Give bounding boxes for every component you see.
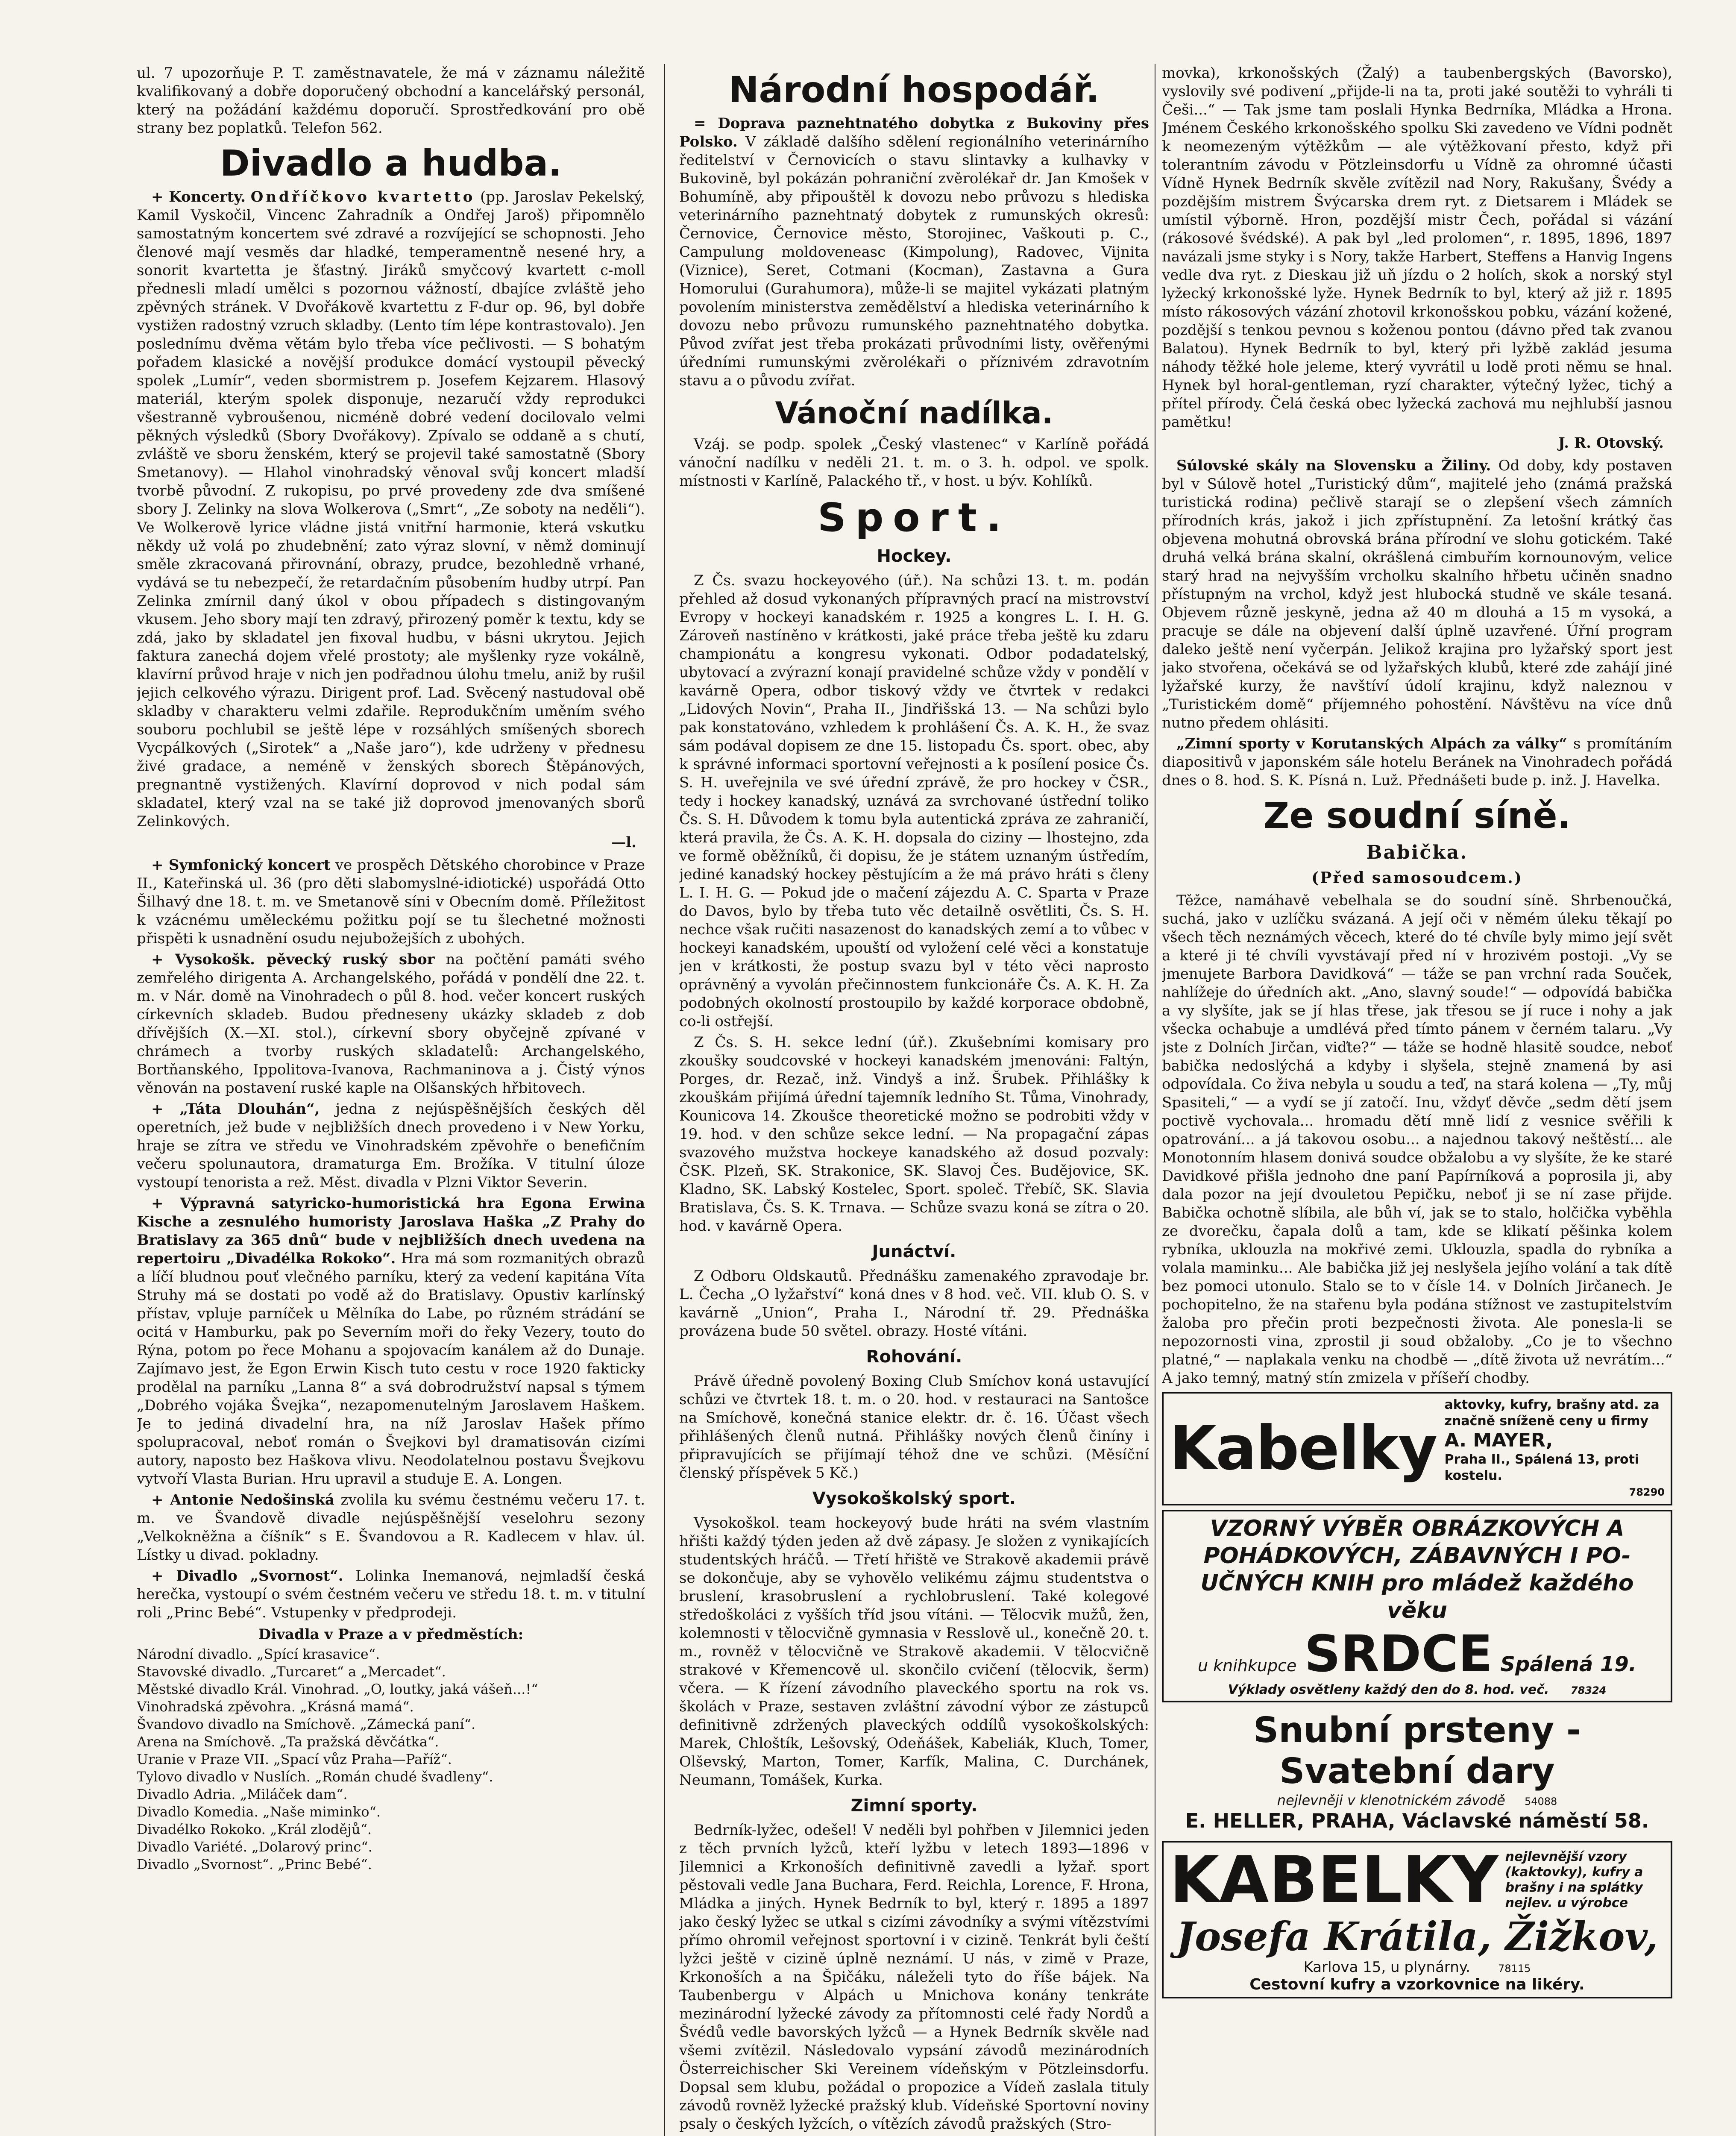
program-row: Divadélko Rokoko. „Král zlodějů“. [137,1821,372,1837]
ad-firm: E. HELLER, PRAHA, Václavské náměstí 58. [1185,1809,1649,1832]
ad-headline: Kabelky [1170,1413,1437,1484]
article-babicka: Těžce, namáhavě vebelhala se do soudní síně. Shrbenoučká, suchá, jako v uzlíčku svázaná. A její oči v němém úleku těkají po všech těch neznámých věcech, které do té chvíle byly mimo její svět a které ji té chvíli vyvstávají před ní v hrozivém postoji. „Vy se jmenujete Barbora Davidková“ — táže se pan vrchní rada Souček, nahlížeje do úředních akt. „Ano, slavný soude!“ — odpovídá babička a vy slyšíte, jak se jí hlas třese, jak třesou se jí ruce i nohy a jak všecka ochabuje a umdlévá před tímto pánem v černém talaru. „Vy jste z Dolních Jirčan, viďte?“ — táže se hodně hlasitě soudce, neboť babička nedoslýchá a kdyby i slyšela, stejně znamená by asi odpovídala. Co živa nebyla u soudu a teď, na stará kolena — „Ty, můj Spasiteli,“ — a vydí se jí zatočí. Inu, vždyť děvče „sedm dětí jsem poctivě vychovala... hromadu dětí mně lidí z vesnice svěřili k opatrování... a já takovou osobu... a najednou takový neštěstí... ale Monotonním hlasem donivá soudce obžalobu a vy slyšíte, že ke staré Davidkové přišla jednoho dne paní Papírníková a poprosila ji, aby dala pozor na její dvouletou Pepičku, neboť ji se ní zase přijde. Babička ochotně slíbila, ale bůh ví, jak se to stalo, holčička vyběhla ze dvorečku, čapala dolů a tam, kde se klikatí pěšinka kolem rybníka, uklouzla na mokřivé zemi. Uklouzla, spadla do rybníka a volala maminku... Ale babička již jej neslyšela jejího volání a tak dítě bez pomoci utonulo. Stalo se to v čísle 14. v Dolních Jirčanech. Je pochopitelno, že na stařenu byla podána stížnost ve zastupitelstvím žaloba pro přečin proti bezpečnosti života. Ale ponesla-li se nepozornosti vina, zprostil ji soud obžaloby. „Co je to všechno platné,“ — naplakala venku na chodbě — „dítě života už nevrátím...“ A jako temný, matný stín zmizela v příšeří chodby. [1162,892,1672,1387]
ad-footer: Cestovní kufry a vzorkovnice na likéry. [1249,1976,1585,1993]
article-spaced-name: Ondříčkovo kvartetto [250,188,475,205]
article-text: Hra má som rozmanitých obrazů a líčí bludnou pouť vlečného parníku, který za vedení kapitána Víta Struhy má se dostati po vodě až do Bratislavy. Opustiv karlínský přístav, vpluje parníček u Mělníka do Labe, po různém strádání se ocitá v Hamburku, pak po Severním moři do řeky Vezery, touto do Rýna, potom po řece Mohanu a spojovacím kanálem až do Dunaje. Zajímavo jest, že Egon Erwin Kisch tuto cestu v roce 1920 fakticky prodělal na parníku „Lanna 8“ a svá dobrodružství napsal s týmem „Dobrého vojáka Švejka“, nezapomenutelným Jaroslavem Haškem. Je to jediná divadelní hra, na níž Jaroslav Hašek přímo spolupracoval, neboť román o Švejkovi byl dramatisován cizími autory, naposto bez Haškova vlivu. Neodolatelnou postavu Švejkovu vytvoří Vlasta Burian. Hru upravil a studuje E. A. Longen. [137,1250,645,1488]
article-nedosinska [137,1491,645,1564]
article-lead: + „Táta Dlouhán“, [151,1100,320,1118]
ad-text: aktovky, kufry, brašny atd. za značně sníženě ceny u firmy [1444,1397,1660,1429]
program-row: Švandovo divadlo na Smíchově. „Zámecká paní“. [137,1716,476,1732]
column-right [1162,64,1672,2136]
article-text: na počtění památi svého zemřelého dirigenta A. Archangelského, pořádá v pondělí dne 22. t. m. v Nár. domě na Vinohradech o půl 8. hod. večer koncert ruských církevních skladeb. Budou předneseny ukázky skladeb z dob dřívějších (X.—XI. stol.), církevní sbory obyčejně zpívané v chrámech a tvorby ruských skladatelů: Archangelského, Bortňanského, Ippolitova-Ivanova, Rachmaninova a j. Čistý výnos věnován na postavení ruské kaple na Olšanských hřbitovech. [137,951,645,1097]
article-lead: „Zimní sporty v Korutanských Alpách za války“ [1176,735,1567,752]
subsection-title-junactvi: Junáctví. [872,1242,956,1262]
article-text: s promítáním diapositivů v japonském sále hotelu Beránek na Vinohradech pořádá dnes o 8. hod. S. K. Písná n. Luž. Přednášeti bude p. inž. J. Havelka. [1162,735,1672,789]
article-lead: + Vysokošk. pěvecký ruský sbor [151,951,435,968]
program-row: Městské divadlo Král. Vinohrad. „O, loutky, jaká vášeň...!“ [137,1681,538,1697]
program-list [137,1646,645,1873]
article-rohovani: Právě úředně povolený Boxing Club Smíchov koná ustavující schůzi ve čtvrtek 18. t. m. o 20. hod. v restauraci na Santošce na Smíchově, konečná stanice elektr. dr. č. 16. Účast všech přihlášených členů nutná. Přihlášky nových členů činíny i připravujících se přijímají téhož dne ve schůzi. (Měsíční členský příspěvek 5 Kč.) [679,1373,1149,1482]
article-svornost [137,1567,645,1622]
program-row: Divadlo Adria. „Miláček dam“. [137,1786,348,1802]
subsection-title-zimni: Zimní sporty. [850,1796,978,1816]
subsection-title-vysokoskolsky: Vysokoškolský sport. [812,1489,1016,1508]
ad-srdce [1162,1510,1672,1702]
column-rule [664,64,665,2136]
ad-headline: SRDCE [1304,1624,1493,1683]
article-zimni-continued: movka), krkonošských (Žalý) a taubenbergských (Bavorsko), vyslovily své podivení „přijde-li na ta, proti jaké soutěži to vyhráli ti Češi...“ — Tak jsme tam poslali Hynka Bedrníka, Mládka a Hrona. Jménem Českého krkonošského spolku Ski zavedeno ve Vídni podnět k neomezeným výtěžkům — ale výtěžkovaní přesto, když při tolerantním závodu v Pötzleinsdorfu u Vídně za ohromné účasti Vídně Hynek Bedrník skvěle zvítězil nad Nory, Rakušany, Švédy a pozdějším mistrem Švýcarska drem ryt. z Dietsarem i Mládek se umístil výborně. Hron, pozdější mistr Čech, pořádal si vázání (rákosové švédské). A pak byl „led prolomen“, r. 1895, 1896, 1897 navázali jsme styky i s Nory, takže Harbert, Steffens a Hanvig Ingens vedle dva ryt. z Dieskau již uň jízdu o 2 holích, skok a norský styl lyžecký krkonošské lyže. Hynek Bedrník to byl, který až již r. 1895 místo rákosových vázání zhotovil krkonošskou pobku, vázání kožené, pozdější s tenkou pevnou s koženou pontou (dávno před tak zvanou Balatou). Hynek Bedrník to byl, který při lyžbě zaklád jesuma náhody těžké hole jeleme, který vyvrátil u lodě proti němu se hnal. Hynek byl horal-gentleman, ryzí charakter, výtečný lyžec, tichý a přítel přírody. Čelá česká obec lyžecká zachová mu nejhlubší jasnou pamětku! [1162,65,1672,431]
ad-address: Karlova 15, u plynárny. [1303,1959,1470,1976]
section-title-sport: Sport. [818,495,1011,540]
ad-line: VZORNÝ VÝBĚR OBRÁZKOVÝCH A [1210,1516,1625,1541]
article-text: (pp. Jaroslav Pekelský, Kamil Vyskočil, Vincenc Zahradník a Ondřej Jaroš) připomnělo samostatným koncertem své zdravé a rozvíjející se schopnosti. Jeho členové mají vesměs dar hladké, temperamentně nesené hry, a sonorit kvartetta je šťastný. Jiráků smyčcový kvartett c-moll přednesli mladí umělci s pozornou vážností, dbajíce zvláště jeho zpěvných stránek. V Dvořákově kvartettu z F-dur op. 96, byl dobře vystižen radostný vzruch skladby. (Lento tím lépe kontrastovalo). Jen poslednímu dvěma větám bylo třeba více pečlivosti. — S bohatým pořadem klasické a novější produkce domácí vystoupil pěvecký spolek „Lumír“, veden sbormistrem p. Josefem Kejzarem. Hlasový materiál, kterým spolek disponuje, nezaručí vždy reprodukci všestranně vybroušenou, nicméně dobré vedení docilovalo velmi pěkných výsledků (Sbory Dvořákovy). Zpívalo se oddaně a s chutí, zvláště ve sboru ženském, který se projevil také samostatně (Sbory Smetanovy). — Hlahol vinohradský věnoval svůj koncert mladší tvorbě původní. Z rukopisu, po prvé provedeny zde dva smíšené sbory J. Zelinky na slova Wolkerova („Smrt“, „Ze soboty na neděli“). Ve Wolkerově lyrice vládne jistá vnitřní harmonie, která vskutku někdy už volá po zhudebnění; zato výraz slovní, v němž dominují směle zkracovaná přirovnání, obrazy, prudce, bezohledně vrhané, vydává se tu nebezpečí, že retardačním působením hudby utrpí. Pan Zelinka zmírnil daný úkol v obou případech s distingovaným vkusem. Jeho sbory mají ten zdravý, přirozený poměr k textu, kdy se zdá, jako by skladatel jen fixoval hudbu, v básni ukrytou. Jejich faktura zanechá dojem vřelé prostoty; ale myšlenky ryze vokálně, klavírní průvod hraje v nich jen podřadnou úlohu tmelu, aniž by rušil jejich celkového výrazu. Dirigent prof. Lad. Svěcený nastudoval obě skladby v charakteru velmi zdařile. Reprodukčním uměním svého souboru pochlubil se ještě lépe v rozsáhlých smíšených sborech Vycpálkových („Sirotek“ a „Naše jaro“), kde udrženy v přednesu živé gradace, a neméně v ženských sborech Štěpánových, pregnantně vystižených. Klavírní doprovod v nich podal sám skladatel, který vzal na se také již doprovod jmenovaných sborů Zelinkových. [137,188,645,830]
column-middle [679,64,1149,2136]
ad-number: 54088 [1524,1796,1557,1807]
ad-footer [1170,1682,1665,1697]
ad-prsteny [1162,1707,1672,1837]
intro-paragraph: ul. 7 upozorňuje P. T. zaměstnavatele, že má v záznamu náležitě kvalifikovaný a dobře doporučený obchodní a kancelářský personál, který na požádání každému doporučí. Sprostředkování pro obě strany bez poplatků. Telefon 562. [137,65,645,137]
ad-text: u knihkupce [1197,1656,1297,1675]
column-left [137,64,645,2136]
ad-firm: Josefa Krátila, Žižkov, [1176,1913,1658,1960]
ad-text: nejlevněji v klenotnickém závodě [1277,1792,1505,1808]
ad-kabelky-kratila [1162,1841,1672,1998]
ad-details [1445,1397,1665,1500]
article-hockey-2: Z Čs. S. H. sekce lední (úř.). Zkušebními komisary pro zkoušky soudcovské v hockeyi kanadském jmenováni: Faltýn, Porges, dr. Rezač, inž. Vindyš a inž. Šrubek. Přihlášky k zkouškám přijímá úřední tajemník ledního St. Tůma, Vinohrady, Kounicova 14. Zkoušce theoretické možno se podrobiti vždy v 19. hod. v den schůze sekce lední. — Na propagační zápas svazového mužstva hockeye kanadského až dosud pozvaly: ČSK. Plzeň, SK. Strakonice, SK. Slavoj Čes. Budějovice, SK. Kladno, SK. Labský Kostelec, Sport. společ. Třebíč, SK. Slavia Bratislava, Čs. S. K. Trnava. — Schůze svazu koná se zítra o 20. hod. v kavárně Opera. [679,1034,1149,1235]
ad-shop-row [1170,1624,1665,1683]
article-doprava [679,114,1149,390]
ad-text: Výklady osvětleny každý den do 8. hod. več. [1228,1682,1549,1697]
article-lead: + Koncerty. [151,188,246,205]
program-row: Arena na Smíchově. „Ta pražská děvčátka“. [137,1734,439,1750]
article-signature: —l. [611,834,636,851]
article-junactvi: Z Odboru Oldskautů. Přednášku zamenakého zpravodaje br. L. Čecha „O lyžařství“ koná dnes v 8 hod. več. VII. klub O. S. v kavárně „Union“, Praha I., Národní tř. 29. Přednáška provázena bude 50 světel. obrazy. Hosté vítáni. [679,1268,1149,1340]
section-title-vanocni: Vánoční nadílka. [775,396,1053,431]
article-text: Od doby, kdy postaven byl v Súlově hotel „Turistický dům“, majitelé jeho (známá pražská turistická rodina) pečlivě starají se o zlepšení všech zámních přírodních krás, jakož i jich zpřístupnění. Za letošní krátký čas objevena mohutná obrovská brána přírodní ve slohu gotickém. Také druhá velká brána skalní, okrášlená cimbuřím kornounovým, velice starý hrad na nejvyšším vrcholku skalního hřbetu učiněn snadno přístupným na vrchol, když jest hlubocká studně ve skále tesaná. Objevem různě jeskyně, jedna až 40 m dlouhá a 15 m vysoká, a pracuje se dále na objevení další úplně uzavřené. Úřní program daleko ještě není vyčerpán. Jelikož krajina pro lyžařský sport jest jako stvořena, očekává se od lyžařských klubů, které zde zahájí jiné lyžařské kurzy, že navštíví údolí krajinu, když naleznou v „Turistickém domě“ příjemného pohostění. Návštěvu na více dnů nutno předem ohlásiti. [1162,457,1672,731]
article-text: jedna z nejúspěšnějších českých děl operetních, jež bude v nejbližších dnech provedeno i v New Yorku, hraje se zítra ve středu ve Vinohradském zpěvohře o benefičním večeru spolunautora, dramaturga Em. Brožíka. V titulní úloze vystoupí tenorista a rež. Měst. divadla v Plzni Viktor Severin. [137,1100,645,1191]
article-zimni-sporty-prednaska [1162,735,1672,790]
program-row: Divadlo Komedia. „Naše miminko“. [137,1804,381,1820]
ad-address: Praha II., Spálená 13, proti kostelu. [1444,1452,1639,1483]
article-signature: J. R. Otovský. [1558,434,1664,452]
subsection-title-rohovani: Rohování. [866,1347,962,1367]
article-vysokosk [137,951,645,1097]
article-text: V základě dalšího sdělení regionálního veterinárního ředitelství v Černovicích o stavu slintavky a kulhavky v Bukovině, byl pokázán pohraniční zvěrolékař dr. Jan Kmošek v Bohumíně, aby připouštěl k dovozu nebo průvozu s hlediska veterinárního paznehtnatý dobytek z rumunských okresů: Černovice, Černovice město, Storojinec, Vaškouti p. C., Campulung moldoveneasc (Kimpolung), Radovec, Vijnita (Viznice), Seret, Cotmani (Kocman), Zastavna a Gura Homorului (Gurahumora), může-li se majitel vykázati platným povolením ministerstva zemědělství a hlediska veterinárního k dovozu nebo průvozu rumunského paznehtnatého dobytka. Původ zvířat jest třeba prokázati průvodními listy, ověřenými úředními rumunskými zvěrolékaři o příznivém zdravotním stavu a o původu zvířat. [679,133,1149,389]
ad-line: UČNÝCH KNIH pro mládež každého věku [1200,1570,1634,1623]
ad-kabelky-mayer [1162,1392,1672,1505]
article-lead: + Divadlo „Svornost“. [151,1567,343,1584]
article-tata [137,1100,645,1192]
article-subtitle: (Před samosoudcem.) [1311,869,1523,887]
ad-text: nejlevnější vzory (kaktovky), kufry a brašny i na splátky nejlev. u výrobce [1505,1849,1643,1910]
article-title-babicka: Babička. [1366,842,1468,863]
ad-line: POHÁDKOVÝCH, ZÁBAVNÝCH I PO- [1203,1543,1631,1569]
section-title-divadlo: Divadlo a hudba. [220,142,562,184]
article-zimni: Bedrník-lyžec, odešel! V neděli byl pohřben v Jilemnici jeden z těch prvních lyžců, kteří lyžbu v letech 1893—1896 v Jilemnici a Krkonoších definitivně zavedli a lyžař. sport pěstovali vedle Jana Buchara, Ferd. Reichla, Lorence, F. Hrona, Mládka a jiných. Hynek Bedrník to byl, který r. 1895 a 1897 jako český lyžec se utkal s cizími závodníky a svými vítězstvími přímo ohromil veřejnost sportovní i v cizině. Tenkrát byli čeští lyžci ještě v cizině úplně neznámí. U nás, v zimě v Praze, Krkonoších a na Špičáku, náleželi tyto do říše bájek. Na Taubenbergu v Alpách u Mnichova konány tenkráte mezinárodní lyžecké závody za přítomnosti celé řady Nordů a Švédů vedle bavorských lyžců — a Hynek Bedrník skvěle nad všemi zvítězil. Následovalo vypsání závodů mezinárodních Österreichischer Ski Vereinem vídeňským v Pötzleinsdorfu. Dopsal sem klubu, požádal o propozice a Vídeň zaslala tituly závodů rovněž lyžecké pražský klub. Vídeňské Sportovní noviny psaly o českých lyžcích, o vítězích závodů pražských (Stro- [679,1822,1149,2133]
ad-number: 78324 [1570,1684,1607,1696]
article-lead: = Doprava paznehtnatého dobytka z Bukoviny přes Polsko. [679,115,1149,150]
section-title-soud: Ze soudní síně. [1263,795,1571,836]
subsection-title-hockey: Hockey. [877,546,952,566]
program-row: Národní divadlo. „Spící krasavice“. [137,1646,380,1662]
article-text: zvolila ku svému čestnému večeru 17. t. m. ve Švandově divadle nejúspěšnější veselohru sezony „Velkokněžna a číšník“ s E. Švandovou a R. Kadlecem v hlav. úl. Lístky u divad. pokladny. [137,1491,645,1564]
article-symfonicky [137,856,645,948]
program-row: Tylovo divadlo v Nuslích. „Román chudé švadleny“. [137,1769,493,1785]
ad-row [1170,1843,1665,1917]
ad-address: Spálená 19. [1500,1652,1637,1676]
ad-headline: KABELKY [1170,1843,1498,1917]
ad-number: 78115 [1498,1963,1531,1975]
program-row: Vinohradská zpěvohra. „Krásná mamá“. [137,1699,414,1715]
article-vyprava [137,1194,645,1488]
article-text: ve prospěch Dětského chorobince v Praze II., Kateřinská ul. 36 (pro děti slabomyslné-idiotické) uspořádá Otto Šilhavý dne 18. t. m. ve Smetanově síni v Obecním domě. Příležitost k vzácnému uměleckému požitku pojí se tu šlechetné možnosti přispěti k usnadnění osudu nejubožejších z ubohých. [137,857,645,947]
article-lead: + Symfonický koncert [151,857,331,874]
program-row: Stavovské divadlo. „Turcaret“ a „Mercadet“. [137,1664,446,1680]
article-vysokoskolsky: Vysokoškol. team hockeyový bude hráti na svém vlastním hřišti každý týden jeden až dvě zápasy. Je složen z vynikajících studentských hráčů. — Třetí hřiště ve Strakově akademii právě se dokončuje, aby se vyhovělo velikému zájmu studentstva o bruslení, krasobruslení a rychlobruslení. Také kolegové středoškoláci z vyšších tříd jsou vítáni. — Tělocvik mužů, žen, kolemnosti v tělocvičně gymnasia v Resslově ul., konečně 20. t. m., rovněž v tělocvičně ve Strakově akademii. V tělocvičně strakové v Křemencově ul. skončilo cvičení (tělocvik, šerm) včera. — K řízení závodního plaveckého sportu na rok vs. školách v Praze, sestaven zvláštní závodní výbor ze zástupců definitivně zdržených plaveckých oddílů vysokoškolských: Marek, Chloštík, Lešovský, Odeňášek, Kabeliák, Kluch, Tomer, Olševský, Marton, Tomer, Karfík, Malina, C. Durchánek, Neumann, Tomášek, Kurka. [679,1514,1149,1789]
ad-headline: Snubní prsteny - Svatební dary [1253,1710,1581,1792]
ad-sub-row [1168,1792,1666,1808]
ad-number: 78290 [1629,1486,1665,1498]
article-koncerty [137,188,645,831]
program-row: Uranie v Praze VII. „Spací vůz Praha—Paříž“. [137,1751,452,1767]
program-row: Divadlo Variété. „Dolarový princ“. [137,1839,372,1855]
program-row: Divadlo „Svornost“. „Princ Bebé“. [137,1856,372,1872]
article-lead: Súlovské skály na Slovensku a Žiliny. [1176,457,1491,474]
article-hockey-1: Z Čs. svazu hockeyového (úř.). Na schůzi 13. t. m. podán přehled až dosud vykonaných přípravných prací na mistrovství Evropy v hockeyi kanadském r. 1925 a kongres L. I. H. G. Zároveň nastíněno v krátkosti, jaké práce třeba ještě ku zdaru championátu a kongresu vykonati. Odbor podadatelský, ubytovací a zvýrazní konají pravidelné schůze vždy v pondělí v kavárně Opera, odbor tiskový vždy ve čtvrtek v redakci „Lidových Novin“, Praha II., Jindřišská 13. — Na schůzi bylo pak konstatováno, vzhledem k prohlášení Čs. A. K. H., že svaz sám podával dopisem ze dne 15. listopadu Čs. sport. obec, aby k správné informaci sportovní veřejnosti a k posílení posice Čs. S. H. uveřejnila ve své úřední zprávě, že pro hockey v ČSR., tedy i hockey kanadský, uznává za svrchované ústřední toliko Čs. S. H. Důvodem k tomu byla autentická zpráva ze zahraničí, která pravila, že Čs. A. K. H. dopsala do ciziny — lhostejno, zda ve formě oběžníků, či dopisu, že je státem uznaným ústředím, jediné kanadský hockey pěstujícím a že má právo hráti s členy L. I. H. G. — Pokud jde o mačení zájezdu A. C. Sparta v Praze do Davos, bylo by třeba tuto věc detailně osvětliti, Čs. S. H. nechce však ručiti nasazenost do kanadských zemí a to vůbec v hockeyi kanadském, upouští od vyložení celé věci a konstatuje jen v krátkosti, že postup svazu byl v této věci naprosto oprávněný a vyvolán přečinnostem funkcionáře Čs. A. K. H. Za podobných okolností prostoupilo by každé korporace obdobně, co-li ostřejší. [679,572,1149,1030]
program-title: Divadla v Praze a v předměstích: [258,1626,524,1643]
ad-firm: A. MAYER, [1444,1429,1553,1451]
article-lead: + Výpravná satyricko-humoristická hra Egona Erwina Kische a zesnulého humoristy Jaroslava Haška „Z Prahy do Bratislavy za 365 dnů“ bude v nejbližších dnech uvedena na repertoiru „Divadélka Rokoko“. [137,1195,645,1267]
ad-address-row [1170,1959,1665,1976]
article-lead: + Antonie Nedošinská [151,1491,334,1508]
article-sulov [1162,457,1672,732]
article-vanocni: Vzáj. se podp. spolek „Český vlastenec“ v Karlíně pořádá vánoční nadílku v neděli 21. t. m. o 3. h. odpol. ve spolk. místnosti v Karlíně, Palackého tř., v host. u býv. Kohlíků. [679,436,1149,490]
section-title-hospodar: Národní hospodář. [729,69,1100,111]
article-text: Lolinka Inemanová, nejmladší česká herečka, vystoupí o svém čestném večeru ve středu 18. t. m. v titulní roli „Princ Bebé“. Vstupenky v předprodeji. [137,1567,645,1621]
